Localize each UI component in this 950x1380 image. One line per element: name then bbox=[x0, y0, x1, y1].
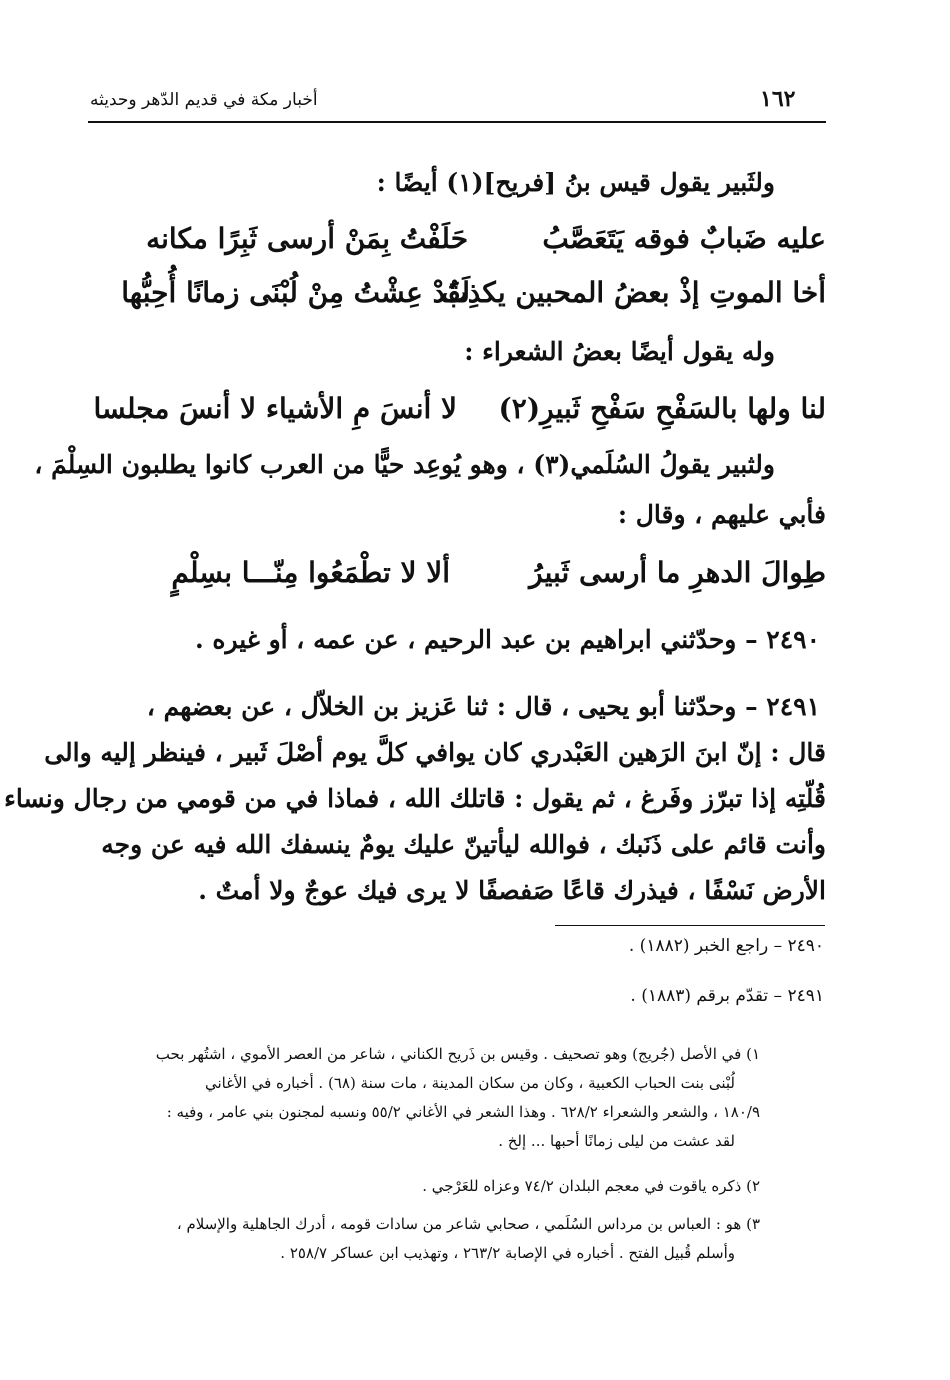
running-title: أخبار مكة في قديم الدّهر وحديثه bbox=[90, 90, 318, 110]
paragraph-2491-line-1: ٢٤٩١ – وحدّثنا أبو يحيى ، قال : ثنا عَزيز بن الخلاّل ، عن بعضهم ، bbox=[146, 692, 820, 721]
header-divider bbox=[88, 121, 826, 123]
footnote-3-line-2: وأسلم قُبيل الفتح . أخباره في الإصابة ٢٦٣/٢ ، وتهذيب ابن عساكر ٢٥٨/٧ . bbox=[280, 1244, 735, 1262]
verse-1-second-hemistich: عليه ضَبابٌ فوقه يَتَعَصَّبُ bbox=[542, 222, 826, 255]
paragraph-sulami-line-2: فأبي عليهم ، وقال : bbox=[617, 500, 826, 529]
intro-line-2: وله يقول أيضًا بعضُ الشعراء : bbox=[464, 337, 775, 366]
paragraph-2490: ٢٤٩٠ – وحدّثني ابراهيم بن عبد الرحيم ، عن عمه ، أو غيره . bbox=[194, 625, 820, 654]
verse-4-second-hemistich: طِوالَ الدهرِ ما أرسى ثَبيرُ bbox=[529, 556, 826, 589]
footnote-1-line-1: ١) في الأصل (جُريج) وهو تصحيف . وقيس بن ذَريح الكناني ، شاعر من العصر الأموي ، اشتُهر بحب bbox=[155, 1045, 760, 1063]
footnote-1-line-3: ١٨٠/٩ ، والشعر والشعراء ٦٢٨/٢ . وهذا الشعر في الأغاني ٥٥/٢ ونسبه لمجنون بني عامر ، وفيه : bbox=[166, 1103, 760, 1121]
note-2490: ٢٤٩٠ – راجع الخبر (١٨٨٢) . bbox=[628, 936, 824, 956]
verse-4-first-hemistich: ألا لا تطْمَعُوا مِنّـــا بسِلْمٍ bbox=[171, 556, 450, 589]
note-2491: ٢٤٩١ – تقدّم برقم (١٨٨٣) . bbox=[630, 986, 824, 1006]
footnote-1-line-4: لقد عشت من ليلى زمانًا أحبها ... إلخ . bbox=[498, 1132, 735, 1150]
paragraph-sulami-line-1: ولثبير يقولُ السُلَمي(٣) ، وهو يُوعِد حيًّا من العرب كانوا يطلبون السِلْمَ ، bbox=[34, 450, 775, 479]
footnote-2: ٢) ذكره ياقوت في معجم البلدان ٧٤/٢ وعزاه للعَرْجي . bbox=[422, 1177, 760, 1195]
paragraph-2491-line-3: قُلّتِه إذا تبرّز وفَرغ ، ثم يقول : قاتلك الله ، فماذا في من قومي من رجال ونساء bbox=[4, 784, 826, 813]
footnote-3-line-1: ٣) هو : العباس بن مرداس السُلَمي ، صحابي شاعر من سادات قومه ، أدرك الجاهلية والإسلام ، bbox=[176, 1215, 760, 1233]
page-number: ١٦٢ bbox=[760, 86, 796, 112]
verse-2-first-hemistich: لَقَدْ عِشْتُ مِنْ لُبْنَى زمانًا أُحِبُّها bbox=[121, 276, 470, 309]
paragraph-2491-line-5: الأرض نَسْفًا ، فيذرك قاعًا صَفصفًا لا يرى فيك عوجٌ ولا أمتٌ . bbox=[198, 876, 826, 905]
paragraph-2491-line-4: وأنت قائم على ذَنَبك ، فوالله ليأتينّ عليك يومٌ ينسفك الله فيه عن وجه bbox=[101, 830, 826, 859]
verse-2-second-hemistich: أخا الموتِ إذْ بعضُ المحبين يكذِبُ bbox=[441, 276, 826, 309]
notes-divider bbox=[555, 925, 825, 926]
footnote-1-line-2: لُبْنى بنت الحباب الكعبية ، وكان من سكان المدينة ، مات سنة (٦٨) . أخباره في الأغاني bbox=[204, 1074, 735, 1092]
intro-line-1: ولثَبير يقول قيس بنُ [فريح](١) أيضًا : bbox=[376, 168, 775, 197]
verse-3-second-hemistich: لنا ولها بالسَفْحِ سَفْحِ ثَبيرِ(٢) bbox=[498, 392, 826, 425]
verse-3-first-hemistich: لا أنسَ مِ الأشياء لا أنسَ مجلسا bbox=[93, 392, 457, 425]
paragraph-2491-line-2: قال : إنّ ابنَ الرَهين العَبْدري كان يوافي كلَّ يوم أصْلَ ثَبير ، فينظر إليه والى bbox=[44, 738, 826, 767]
verse-1-first-hemistich: حَلَفْتُ بِمَنْ أرسى ثَبِرًا مكانه bbox=[146, 222, 468, 255]
